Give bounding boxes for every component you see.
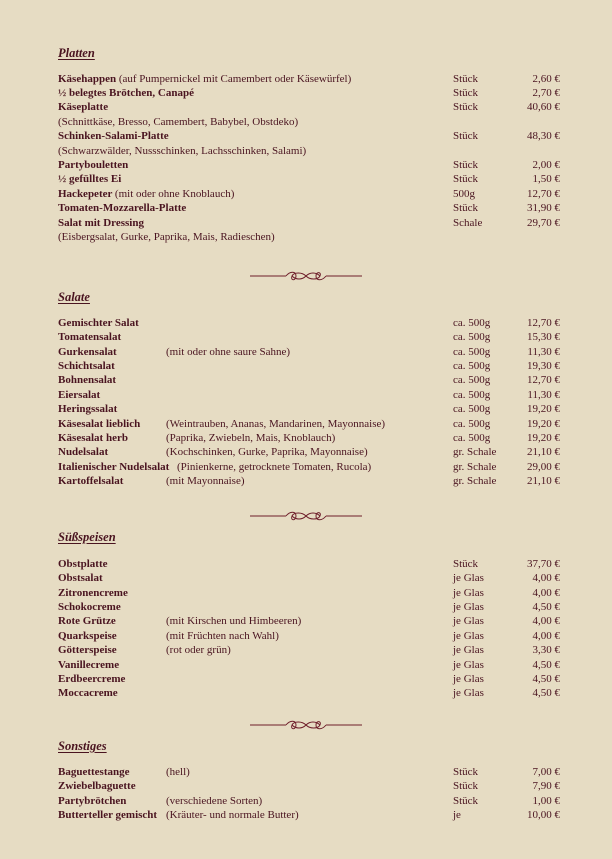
menu-item [0, 600, 612, 614]
item-description: (Weintrauben, Ananas, Mandarinen, Mayonnaise) [166, 418, 386, 430]
menu-item [0, 417, 612, 431]
item-name: Baguettestange [58, 766, 130, 778]
item-description: (mit oder ohne Knoblauch) [114, 188, 235, 200]
item-name: Erdbeercreme [58, 673, 126, 685]
item-name: Gemischter Salat [58, 317, 139, 329]
section-title-salate: Salate [58, 290, 90, 304]
item-name: Käsesalat lieblich [58, 418, 141, 430]
item-unit: Stück [453, 795, 479, 807]
item-name: Vanillecreme [58, 659, 120, 671]
menu-item [0, 201, 612, 215]
item-name: Heringssalat [58, 403, 118, 415]
menu-item [0, 402, 612, 416]
item-unit: 500g [453, 188, 475, 200]
item-description: (Pinienkerne, getrocknete Tomaten, Rucola) [177, 461, 372, 473]
item-price: 12,70 € [527, 374, 560, 386]
item-name: Zwiebelbaguette [58, 780, 136, 792]
item-unit: je Glas [453, 659, 484, 671]
item-price: 19,20 € [527, 432, 560, 444]
item-unit: Stück [453, 558, 479, 570]
item-unit: gr. Schale [453, 461, 497, 473]
menu-item [0, 158, 612, 172]
item-price: 4,50 € [532, 659, 560, 671]
item-name: Quarkspeise [58, 630, 117, 642]
item-name: Schokocreme [58, 601, 121, 613]
ornament-divider [250, 270, 362, 282]
item-name: Butterteller gemischt [58, 809, 158, 821]
item-unit: Stück [453, 159, 479, 171]
item-unit: ca. 500g [453, 432, 491, 444]
item-name: Nudelsalat [58, 446, 109, 458]
item-name: Moccacreme [58, 687, 118, 699]
item-description: (hell) [166, 766, 190, 778]
item-unit: je Glas [453, 572, 484, 584]
item-description: (mit Kirschen und Himbeeren) [166, 615, 302, 627]
menu-item [0, 330, 612, 344]
item-price: 19,20 € [527, 403, 560, 415]
item-unit: Stück [453, 87, 479, 99]
menu-item-subline [0, 115, 612, 129]
item-name: Tomaten-Mozzarella-Platte [58, 202, 187, 214]
item-description: (mit oder ohne saure Sahne) [166, 346, 291, 358]
item-name: Rote Grütze [58, 615, 116, 627]
item-unit: ca. 500g [453, 389, 491, 401]
item-description: (Eisbergsalat, Gurke, Paprika, Mais, Radieschen) [58, 231, 275, 243]
item-description: (auf Pumpernickel mit Camembert oder Käsewürfel) [118, 73, 352, 85]
item-name: Obstsalat [58, 572, 103, 584]
item-unit: Stück [453, 101, 479, 113]
menu-item [0, 187, 612, 201]
item-description: (Schnittkäse, Bresso, Camembert, Babybel, Obstdeko) [58, 116, 299, 128]
menu-item [0, 129, 612, 143]
item-name: ½ gefülltes Ei [58, 173, 122, 185]
menu-item-subline [0, 144, 612, 158]
item-unit: ca. 500g [453, 346, 491, 358]
menu-item [0, 86, 612, 100]
item-price: 4,50 € [532, 687, 560, 699]
menu-item [0, 658, 612, 672]
item-description: (rot oder grün) [166, 644, 231, 656]
item-name: Partybrötchen [58, 795, 127, 807]
section-title-platten: Platten [58, 46, 95, 60]
menu-item [0, 794, 612, 808]
item-unit: ca. 500g [453, 403, 491, 415]
item-description: (Schwarzwälder, Nussschinken, Lachsschinken, Salami) [58, 145, 307, 157]
item-name: Schinken-Salami-Platte [58, 130, 169, 142]
item-unit: Stück [453, 780, 479, 792]
menu-item [0, 373, 612, 387]
item-unit: Stück [453, 73, 479, 85]
item-name: Zitronencreme [58, 587, 128, 599]
item-price: 4,00 € [532, 615, 560, 627]
menu-item [0, 431, 612, 445]
item-unit: Stück [453, 202, 479, 214]
item-price: 10,00 € [527, 809, 560, 821]
item-price: 3,30 € [532, 644, 560, 656]
item-price: 12,70 € [527, 317, 560, 329]
item-description: (Kochschinken, Gurke, Paprika, Mayonnaise) [166, 446, 368, 458]
item-name: Italienischer Nudelsalat [58, 461, 170, 473]
item-price: 4,00 € [532, 630, 560, 642]
item-unit: je Glas [453, 630, 484, 642]
item-price: 4,50 € [532, 673, 560, 685]
menu-item [0, 672, 612, 686]
item-price: 7,00 € [532, 766, 560, 778]
item-unit: je Glas [453, 644, 484, 656]
menu-item [0, 445, 612, 459]
menu-item [0, 172, 612, 186]
item-price: 15,30 € [527, 331, 560, 343]
item-price: 7,90 € [532, 780, 560, 792]
item-name: Götterspeise [58, 644, 117, 656]
ornament-divider [250, 510, 362, 522]
item-price: 11,30 € [527, 389, 560, 401]
menu-item [0, 557, 612, 571]
item-name: Hackepeter (mit oder ohne Knoblauch) [58, 188, 235, 200]
item-unit: Stück [453, 766, 479, 778]
section-title-suessspeisen: Süßspeisen [58, 530, 116, 544]
menu-item [0, 686, 612, 700]
item-price: 4,00 € [532, 587, 560, 599]
menu-item [0, 216, 612, 230]
item-description: (mit Mayonnaise) [166, 475, 245, 487]
item-price: 11,30 € [527, 346, 560, 358]
item-unit: je Glas [453, 687, 484, 699]
item-price: 2,70 € [532, 87, 560, 99]
item-price: 19,20 € [527, 418, 560, 430]
item-price: 4,50 € [532, 601, 560, 613]
item-unit: je Glas [453, 673, 484, 685]
item-unit: je Glas [453, 615, 484, 627]
item-price: 12,70 € [527, 188, 560, 200]
menu-item [0, 571, 612, 585]
item-price: 29,70 € [527, 217, 560, 229]
menu-item [0, 388, 612, 402]
menu-item [0, 614, 612, 628]
item-unit: je Glas [453, 601, 484, 613]
item-price: 19,30 € [527, 360, 560, 372]
item-price: 2,00 € [532, 159, 560, 171]
item-description: (verschiedene Sorten) [166, 795, 263, 807]
item-unit: ca. 500g [453, 418, 491, 430]
item-name: Obstplatte [58, 558, 108, 570]
item-unit: je Glas [453, 587, 484, 599]
item-name: Käsesalat herb [58, 432, 128, 444]
menu-item [0, 474, 612, 488]
menu-item [0, 765, 612, 779]
item-unit: je [453, 809, 461, 821]
item-name: Käsehappen (auf Pumpernickel mit Camembert oder Käsewürfel) [58, 73, 352, 85]
menu-item [0, 779, 612, 793]
item-name: Gurkensalat [58, 346, 117, 358]
item-unit: gr. Schale [453, 446, 497, 458]
item-description: (Paprika, Zwiebeln, Mais, Knoblauch) [166, 432, 336, 444]
menu-item [0, 100, 612, 114]
menu-item [0, 629, 612, 643]
section-title-sonstiges: Sonstiges [58, 739, 107, 753]
menu-item [0, 345, 612, 359]
item-price: 29,00 € [527, 461, 560, 473]
item-price: 21,10 € [527, 446, 560, 458]
menu-item [0, 460, 612, 474]
item-unit: Stück [453, 173, 479, 185]
item-unit: ca. 500g [453, 317, 491, 329]
item-unit: gr. Schale [453, 475, 497, 487]
item-unit: Stück [453, 130, 479, 142]
item-price: 31,90 € [527, 202, 560, 214]
menu-item-subline [0, 230, 612, 244]
item-name: Kartoffelsalat [58, 475, 124, 487]
menu-item [0, 643, 612, 657]
ornament-divider [250, 719, 362, 731]
item-price: 21,10 € [527, 475, 560, 487]
menu-item [0, 586, 612, 600]
item-name: Käseplatte [58, 101, 109, 113]
item-description: (Kräuter- und normale Butter) [166, 809, 299, 821]
item-unit: ca. 500g [453, 331, 491, 343]
item-price: 4,00 € [532, 572, 560, 584]
item-price: 1,00 € [532, 795, 560, 807]
item-unit: ca. 500g [453, 374, 491, 386]
menu-item [0, 316, 612, 330]
item-name: ½ belegtes Brötchen, Canapé [58, 87, 194, 99]
menu-item [0, 808, 612, 822]
item-name: Eiersalat [58, 389, 101, 401]
item-name: Partybouletten [58, 159, 129, 171]
item-price: 40,60 € [527, 101, 560, 113]
menu-item [0, 72, 612, 86]
item-name: Salat mit Dressing [58, 217, 144, 229]
item-price: 48,30 € [527, 130, 560, 142]
item-name: Bohnensalat [58, 374, 117, 386]
menu-item [0, 359, 612, 373]
item-price: 1,50 € [532, 173, 560, 185]
item-price: 2,60 € [532, 73, 560, 85]
item-price: 37,70 € [527, 558, 560, 570]
item-unit: Schale [453, 217, 483, 229]
item-unit: ca. 500g [453, 360, 491, 372]
item-description: (mit Früchten nach Wahl) [166, 630, 279, 642]
item-name: Tomatensalat [58, 331, 122, 343]
item-name: Schichtsalat [58, 360, 115, 372]
